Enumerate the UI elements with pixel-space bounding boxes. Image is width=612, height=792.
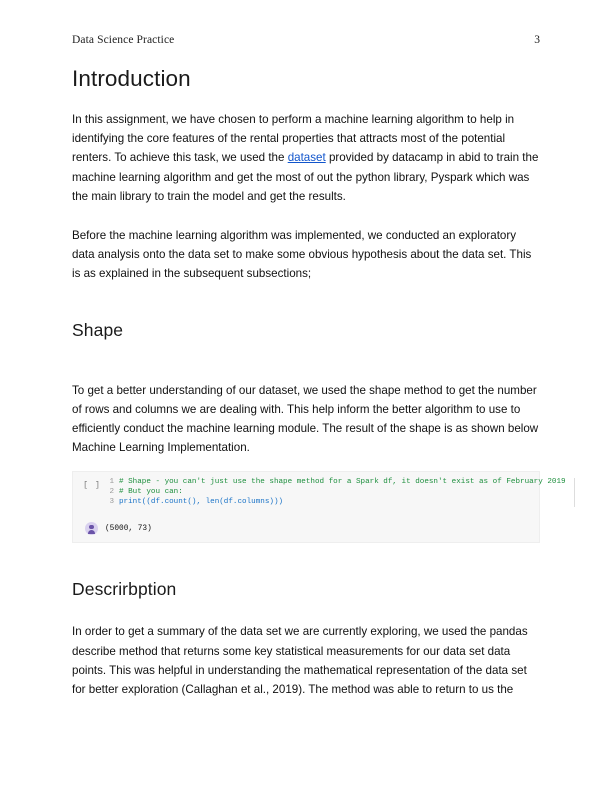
code-line-text: print((df.count(), len(df.columns))) (119, 497, 284, 506)
user-avatar-icon (85, 522, 98, 535)
section-heading-description: Descrirbption (72, 579, 177, 600)
code-cell[interactable] (72, 471, 566, 543)
section-heading-introduction: Introduction (72, 66, 191, 91)
code-line-text: # Shape - you can't just use the shape method for a Spark df, it doesn't exist as of February 2019 (119, 478, 566, 487)
section-spacer (72, 543, 540, 579)
header-document-title: Data Science Practice (72, 34, 175, 46)
code-line (105, 488, 566, 498)
shape-paragraph-2: Machine Learning Implementation. (72, 441, 250, 455)
code-cell-input-row (73, 472, 566, 520)
shape-paragraph-1: To get a better understanding of our dataset, we used the shape method to get the number of rows and columns we are dealing with. This help inform the better algorithm to use to efficiently conduct the machine learning module. The result of the shape is as shown below (72, 383, 539, 436)
intro-text-part-2: provided by datacamp in abid to train the machine learning algorithm and get the most of out the python library, Pyspark which was the main library to train the model and get the results. (72, 151, 539, 203)
code-cell-output-row (73, 520, 539, 542)
code-cell-output-text: (5000, 73) (105, 524, 152, 533)
code-line (105, 498, 566, 508)
paragraph-spacer (72, 206, 540, 226)
page-header (72, 34, 540, 46)
introduction-paragraph-1 (72, 110, 540, 206)
code-cell-source[interactable] (105, 478, 575, 507)
introduction-paragraph-2: Before the machine learning algorithm was implemented, we conducted an exploratory data analysis onto the data set to make some obvious hypothesis about the data set. This is as explained in the subsequent subsections; (72, 229, 532, 281)
code-line (105, 478, 566, 488)
dataset-link[interactable]: dataset (287, 151, 326, 165)
section-spacer (72, 284, 540, 320)
description-paragraph-1: In order to get a summary of the data set we are currently exploring, we used the pandas describe method that returns some key statistical measurements for our data set data points. This was helpful in understanding the mathematical representation of the data set for better exploration (Callaghan et al., 2019). The method was able to return to us the (72, 625, 528, 697)
section-heading-shape: Shape (72, 319, 124, 340)
header-page-number: 3 (534, 34, 540, 46)
intro-text-part-1: In this assignment, we have chosen to perform a machine learning algorithm to help in identifying the core features of the rental properties that attracts most of the potential renters. To achieve this task, we used the (72, 113, 515, 165)
heading-spacer (72, 610, 540, 622)
heading-spacer (72, 351, 540, 381)
document-body (72, 66, 566, 699)
code-line-number: 1 (109, 478, 114, 487)
code-cell-run-marker[interactable]: [ ] (83, 481, 101, 491)
code-line-number: 3 (109, 497, 114, 506)
code-line-text: # But you can: (119, 488, 183, 497)
code-line-number: 2 (109, 488, 114, 497)
